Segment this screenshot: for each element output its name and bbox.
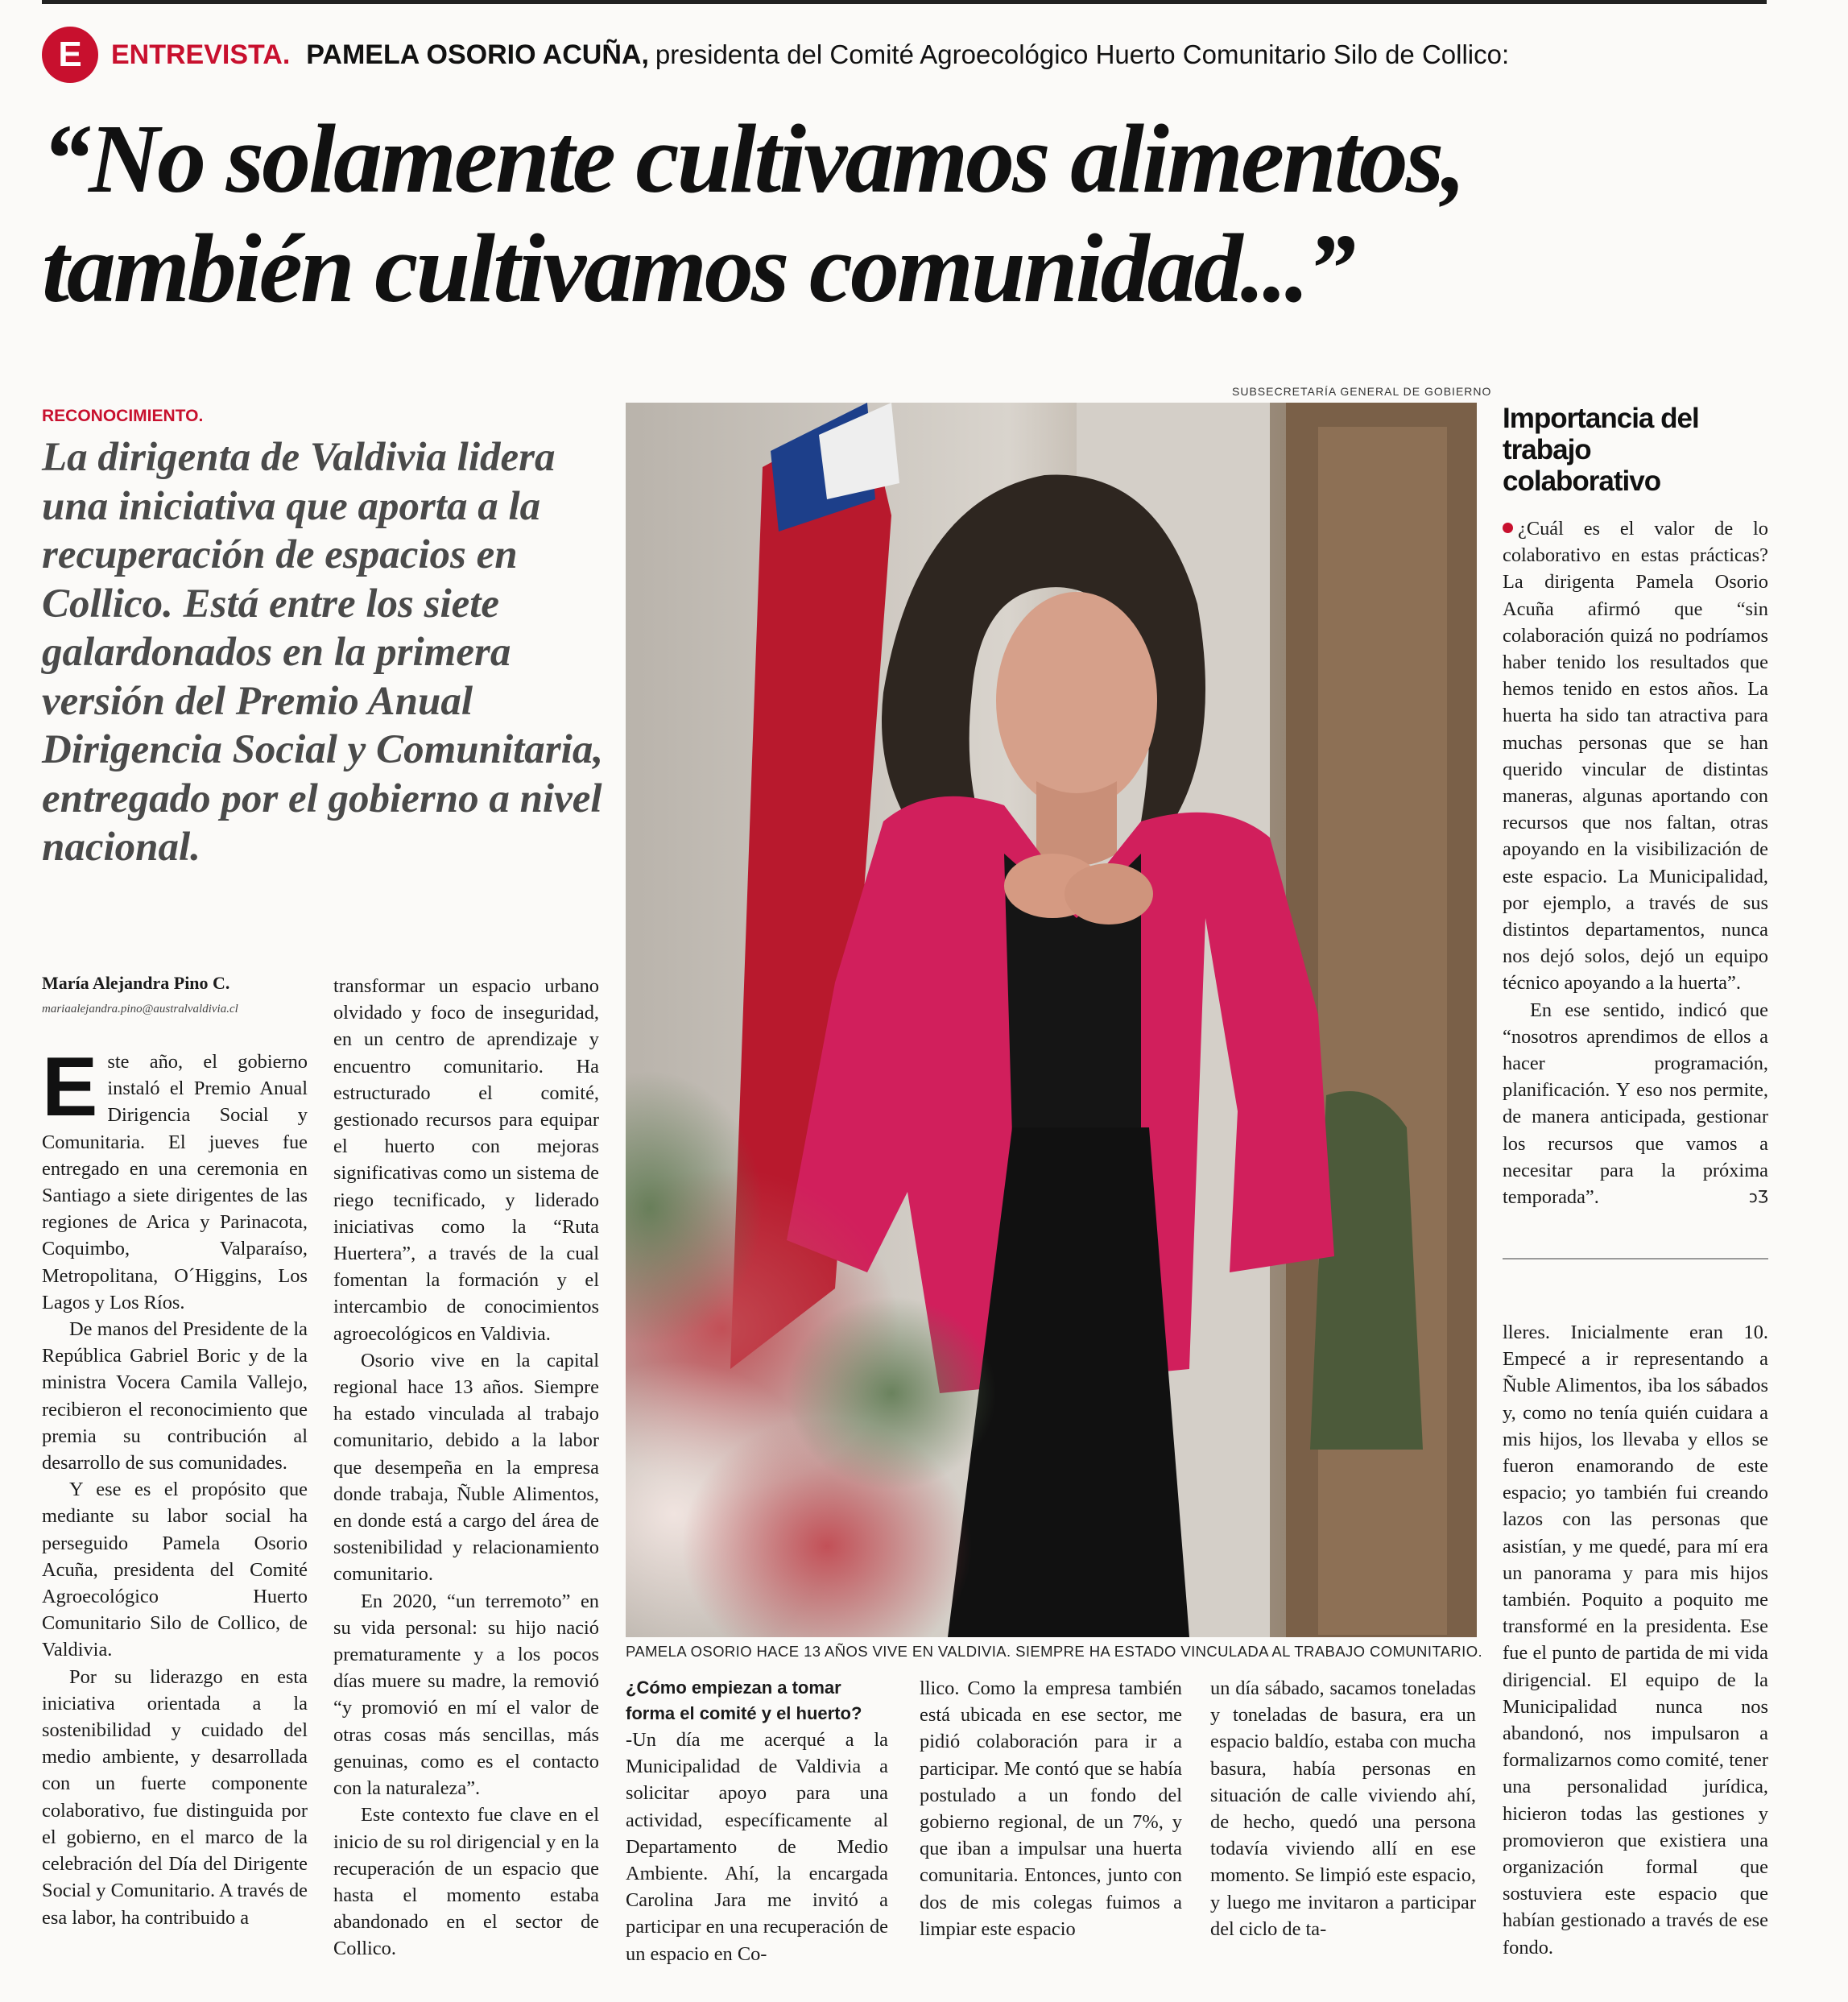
interviewee-name: PAMELA OSORIO ACUÑA,: [306, 39, 649, 70]
top-rule: [42, 0, 1767, 4]
paragraph: Y ese es el propósito que mediante su labor social ha perseguido Pamela Osorio Acuña, presidenta del Comité Agroecológico Huerto Comunitario Silo de Collico, de Valdivia.: [42, 1479, 308, 1661]
photo-illustration: [626, 403, 1477, 1637]
headline-line-2: también cultivamos comunidad...”: [42, 214, 1354, 323]
sidebar-title: Importancia del trabajo colaborativo: [1503, 403, 1699, 497]
section-label: ENTREVISTA.: [111, 39, 291, 70]
sidebar-divider: [1503, 1258, 1768, 1260]
paragraph: Por su liderazgo en esta iniciativa orientada a la sostenibilidad y cuidado del medio ambiente, y desarrollada con un fuerte componente colaborativo, fue distinguida por el gobierno, en el marco de la celebración del Día del Dirigente Social y Comunitario. A través de esa labor, ha contribuido a: [42, 1665, 308, 1929]
kicker: RECONOCIMIENTO.: [42, 407, 204, 425]
paragraph: un día sábado, sacamos toneladas y toneladas de basura, era un espacio baldío, estaba con mucha basura, había personas en situación de calle viviendo ahí, de hecho, quedó una persona todavía viviendo allí en ese momento. Se limpió este espacio, y luego me invitaron a participar del ciclo de ta-: [1210, 1677, 1476, 1940]
paragraph: De manos del Presidente de la República Gabriel Boric y de la ministra Vocera Camila Vallejo, recibieron el reconocimiento que premia su contribución al desarrollo de sus comunidades.: [42, 1318, 308, 1475]
paragraph: En 2020, “un terremoto” en su vida personal: su hijo nació prematuramente y a los pocos días muere su madre, la removió “y promovió en mí el valor de otras cosas más sencillas, más genuinas, como es el contacto con la naturaleza”.: [333, 1590, 599, 1800]
byline-email: mariaalejandra.pino@australvaldivia.cl: [42, 1003, 238, 1015]
photo-credit: SUBSECRETARÍA GENERAL DE GOBIERNO: [1232, 385, 1492, 398]
article-column-1: [42, 1040, 308, 1931]
sidebar-body: [1503, 515, 1768, 1210]
paragraph: llico. Como la empresa también está ubicada en ese sector, me pidió colaboración para ir a participar. Me contó que se había postulado a un fondo del gobierno regional, de un 7%, y que iban a impulsar una huerta comunitaria. Entonces, junto con dos de mis colegas fuimos a limpiar este espacio: [920, 1677, 1182, 1940]
paragraph: ste año, el gobierno instaló el Premio Anual Dirigencia Social y Comunitaria. El jueves fue entregado en una ceremonia en Santiago a siete dirigentes de las regiones de Arica y Parinacota, Coquimbo, Valparaíso, Metropolitana, O´Higgins, Los Lagos y Los Ríos.: [42, 1051, 308, 1313]
paragraph: ¿Cuál es el valor de lo colaborativo en estas prácticas? La dirigenta Pamela Osorio Acuña afirmó que “sin colaboración quizá no podríamos haber tenido los resultados que hemos tenido en estos años. La huerta ha sido tan atractiva para muchas personas que se han querido vincular de distintas maneras, algunas aportando con recursos que nos faltan, otras apoyando en la visibilización de este espacio. La Municipalidad, por ejemplo, a través de sus distintos departamentos, nunca nos dejó solos, dejó un equipo técnico apoyando a la huerta”.: [1503, 518, 1768, 995]
byline-author: María Alejandra Pino C.: [42, 973, 230, 993]
drop-cap: E: [42, 1040, 98, 1134]
article-column-5: [1210, 1675, 1476, 1942]
interviewee-role: presidenta del Comité Agroecológico Huerto Comunitario Silo de Collico:: [655, 39, 1510, 69]
headline-line-1: “No solamente cultivamos alimentos,: [42, 105, 1464, 213]
article-column-2: [333, 973, 599, 1963]
paragraph: transformar un espacio urbano olvidado y foco de inseguridad, en un centro de aprendizaje y encuentro comunitario. Ha estructurado el comité, gestionado recursos para equipar el huerto con mejoras significativas como un sistema de riego tecnificado, y liderado iniciativas como la “Ruta Huertera”, a través de la cual fomentan la formación y el intercambio de conocimientos agroecológicos en Valdivia.: [333, 975, 599, 1345]
paragraph: Este contexto fue clave en el inicio de su rol dirigencial y en la recuperación de un espacio que hasta el momento estaba abandonado en el sector de Collico.: [333, 1804, 599, 1960]
paragraph: -Un día me acerqué a la Municipalidad de Valdivia a solicitar apoyo para una actividad, específicamente al Departamento de Medio Ambiente. Ahí, la encargada Carolina Jara me invitó a participar en una recuperación de un espacio en Co-: [626, 1729, 888, 1965]
bullet-icon: [1503, 523, 1513, 533]
paragraph: En ese sentido, indicó que “nosotros aprendimos de ellos a hacer programación, planificación. Y eso nos permite, de manera anticipada, gestionar los recursos que vamos a necesitar para la próxima temporada”.: [1503, 999, 1768, 1209]
end-mark-icon: ↄƷ: [1748, 1187, 1768, 1207]
paragraph: Osorio vive en la capital regional hace 13 años. Siempre ha estado vinculada al trabajo comunitario, debido a la labor que desempeña en la empresa donde trabaja, Ñuble Alimentos, en donde está a cargo del área de sostenibilidad y relacionamiento comunitario.: [333, 1349, 599, 1586]
section-header: [42, 23, 1781, 87]
article-column-4: [920, 1675, 1182, 1942]
interview-question: ¿Cómo empiezan a tomar forma el comité y el huerto?: [626, 1677, 862, 1723]
photo-caption: PAMELA OSORIO HACE 13 AÑOS VIVE EN VALDIVIA. SIEMPRE HA ESTADO VINCULADA AL TRABAJO COMUNITARIO.: [626, 1643, 1483, 1660]
article-column-6: [1503, 1319, 1768, 1961]
headline: [42, 105, 1797, 324]
section-badge: E: [42, 27, 98, 83]
article-column-3: [626, 1675, 888, 1967]
lead-paragraph: La dirigenta de Valdivia lidera una iniciativa que aporta a la recuperación de espacios en Collico. Está entre los siete galardonados en la primera versión del Premio Anual Dirigencia Social y Comunitaria, entregado por el gobierno a nivel nacional.: [42, 435, 604, 870]
main-photo: [626, 403, 1477, 1637]
paragraph: lleres. Inicialmente eran 10. Empecé a ir representando a Ñuble Alimentos, iba los sábados y, como no tenía quién cuidara a mis hijos, los llevaba y ellos se fueron enamorando de este espacio; yo también fui creando lazos con las personas que asistían, y me quedé, para mí era un panorama y para mis hijos también. Poquito a poquito me transformé en la presidenta. Ese fue el punto de partida de mi vida dirigencial. El equipo de la Municipalidad nunca nos abandonó, nos impulsaron a formalizarnos como comité, tener una personalidad jurídica, hicieron todas las gestiones y promovieron que existiera una organización formal que sostuviera este espacio que habían gestionado a través de ese fondo.: [1503, 1322, 1768, 1959]
